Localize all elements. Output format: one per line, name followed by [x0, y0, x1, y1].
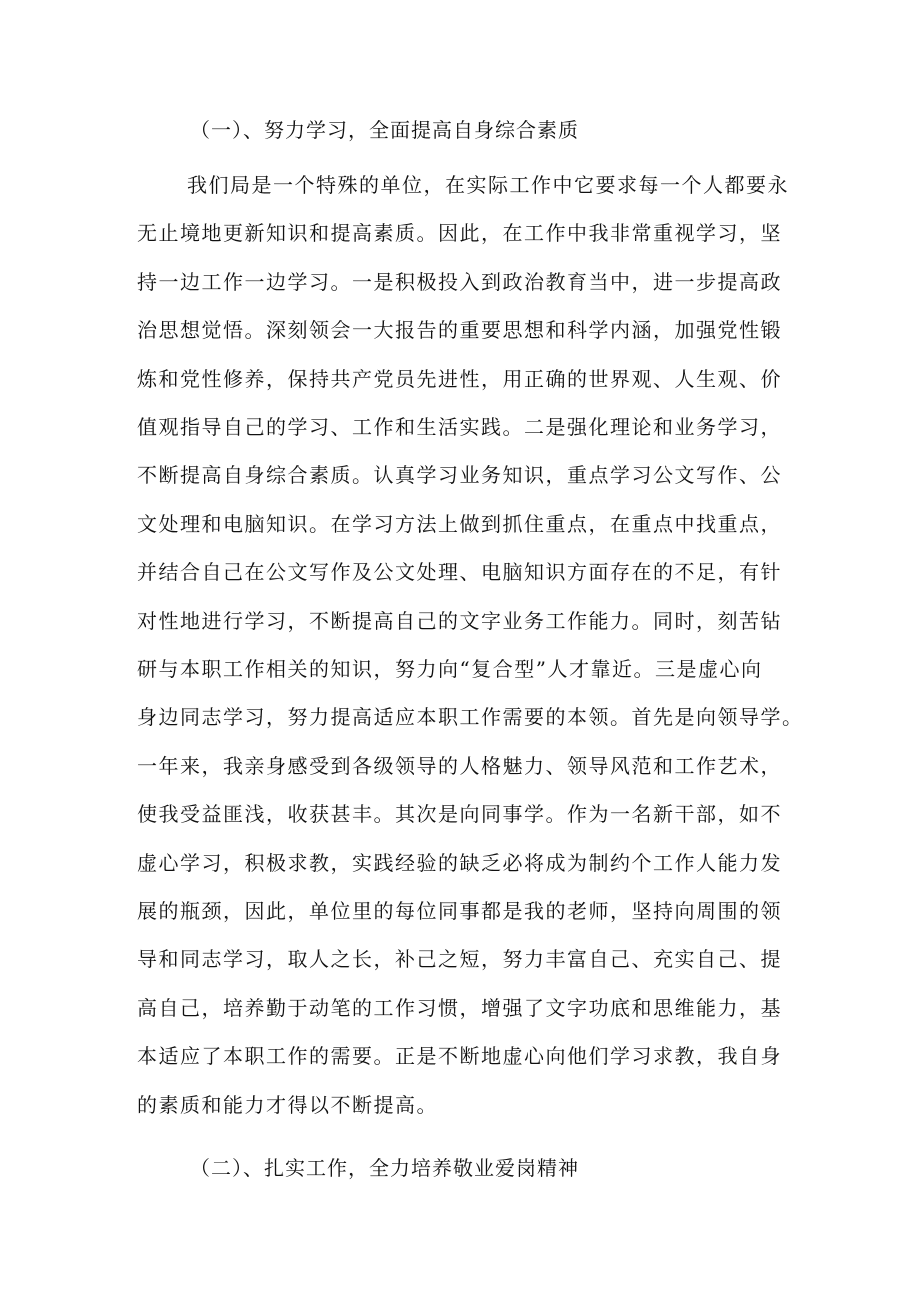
section-heading-2: （二）、扎实工作，全力培养敬业爱岗精神 [190, 1156, 579, 1180]
paragraph-line: 对性地进行学习，不断提高自己的文字业务工作能力。同时，刻苦钻 [137, 609, 782, 633]
paragraph-line: 治思想觉悟。深刻领会一大报告的重要思想和科学内涵，加强党性锻 [137, 318, 782, 342]
paragraph-line: 身边同志学习，努力提高适应本职工作需要的本领。首先是向领导学。 [137, 705, 804, 729]
paragraph-line: 文处理和电脑知识。在学习方法上做到抓住重点，在重点中找重点， [137, 512, 782, 536]
paragraph-line: 并结合自己在公文写作及公文处理、电脑知识方面存在的不足，有针 [137, 560, 782, 584]
paragraph-line: 一年来，我亲身感受到各级领导的人格魅力、领导风范和工作艺术， [137, 754, 782, 778]
paragraph-line: 使我受益匪浅，收获甚丰。其次是向同事学。作为一名新干部，如不 [137, 802, 782, 826]
paragraph-line: 我们局是一个特殊的单位，在实际工作中它要求每一个人都要永 [187, 173, 789, 197]
paragraph-line: 虚心学习，积极求教，实践经验的缺乏必将成为制约个工作人能力发 [137, 851, 782, 875]
paragraph-line: 展的瓶颈，因此，单位里的每位同事都是我的老师，坚持向周围的领 [137, 899, 782, 923]
paragraph-line: 炼和党性修养，保持共产党员先进性，用正确的世界观、人生观、价 [137, 367, 782, 391]
paragraph-line: 高自己，培养勤于动笔的工作习惯，增强了文字功底和思维能力，基 [137, 996, 782, 1020]
paragraph-line: 无止境地更新知识和提高素质。因此，在工作中我非常重视学习，坚 [137, 221, 782, 245]
paragraph-line: 导和同志学习，取人之长，补己之短，努力丰富自己、充实自己、提 [137, 947, 782, 971]
section-heading-1: （一）、努力学习，全面提高自身综合素质 [190, 118, 579, 142]
paragraph-line: 研与本职工作相关的知识，努力向“复合型”人才靠近。三是虚心向 [137, 657, 763, 681]
paragraph-line: 值观指导自己的学习、工作和生活实践。二是强化理论和业务学习， [137, 415, 782, 439]
paragraph-line: 持一边工作一边学习。一是积极投入到政治教育当中，进一步提高政 [137, 270, 782, 294]
paragraph-line: 本适应了本职工作的需要。正是不断地虚心向他们学习求教，我自身 [137, 1044, 782, 1068]
paragraph-line: 的素质和能力才得以不断提高。 [137, 1093, 438, 1117]
paragraph-line: 不断提高自身综合素质。认真学习业务知识，重点学习公文写作、公 [137, 463, 782, 487]
